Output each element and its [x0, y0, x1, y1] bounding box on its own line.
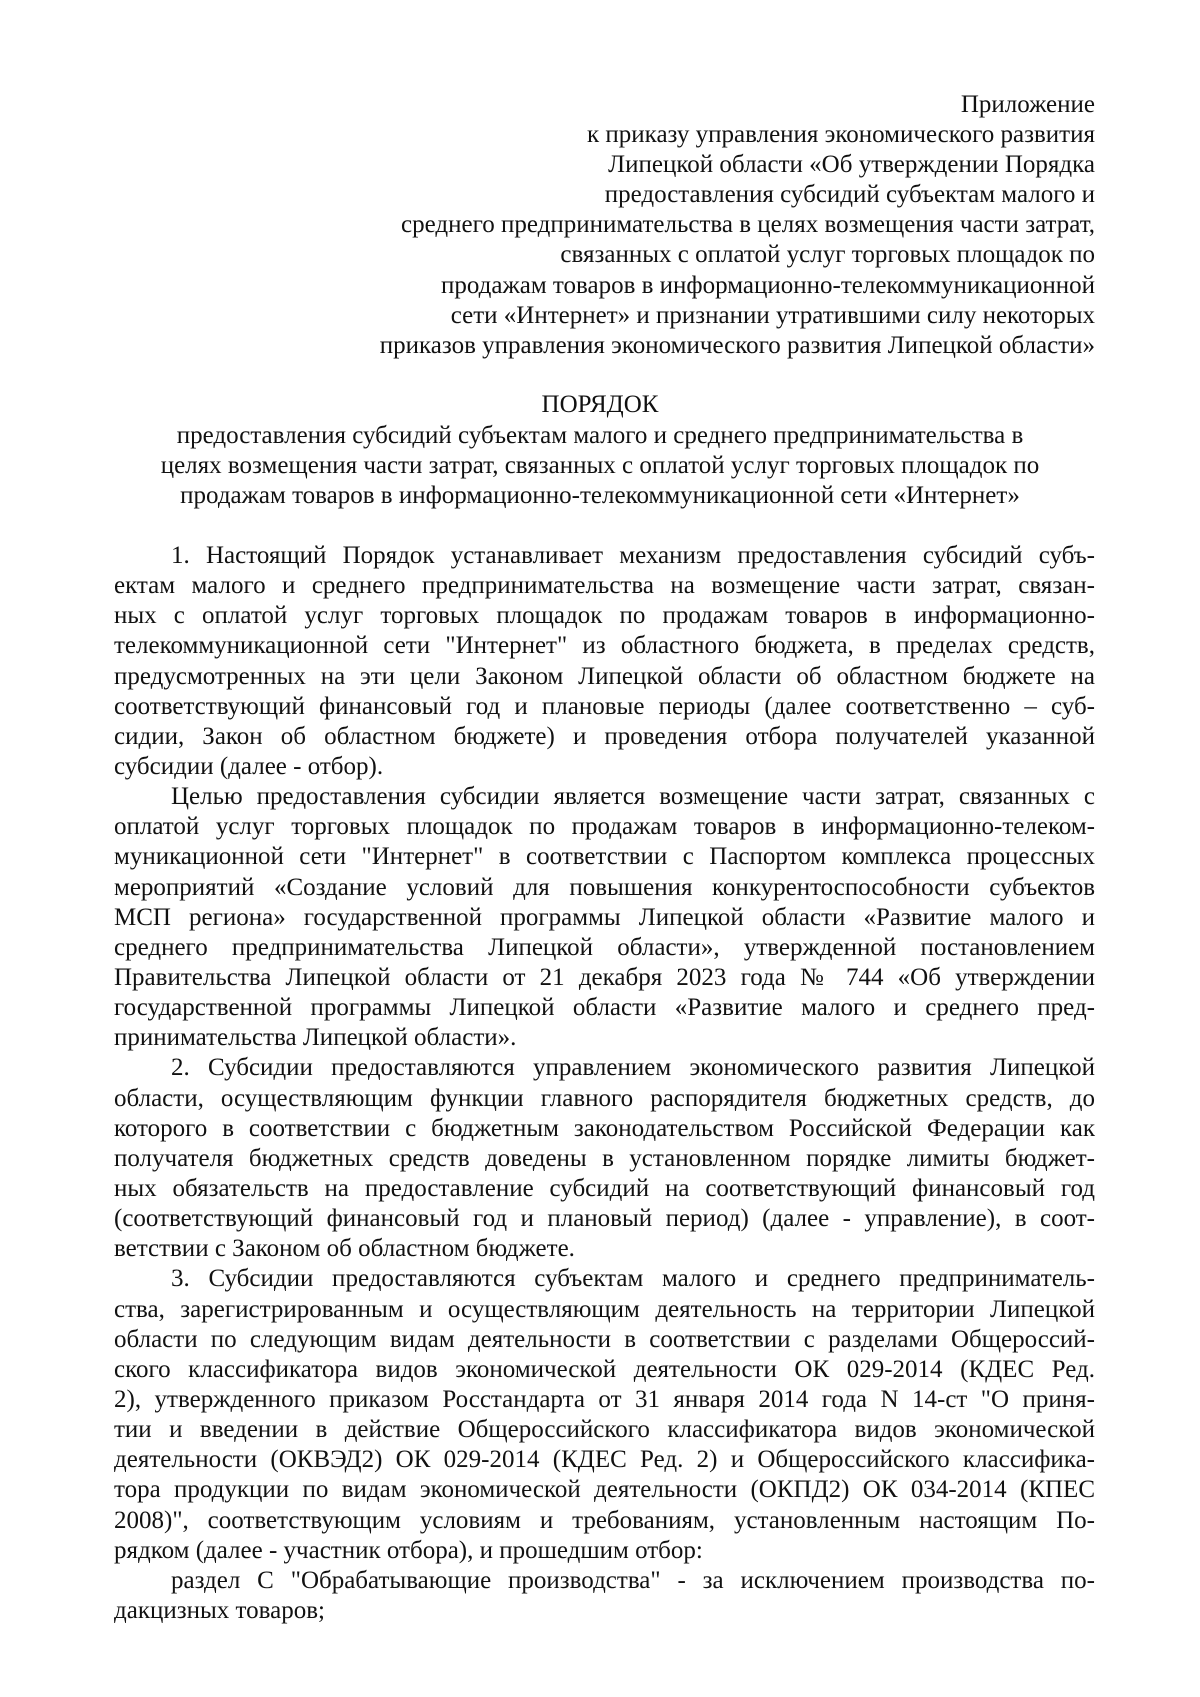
title-heading: ПОРЯДОК [541, 391, 659, 418]
appendix-line: сети «Интернет» и признании утратившими силу некоторых [450, 301, 1095, 329]
title-subline: продажам товаров в информационно-телекоммуникационной сети «Интернет» [180, 482, 1020, 509]
text-line: ского классификатора видов экономической деятельности ОК 029-2014 (КДЕС Ред. [114, 1355, 1095, 1383]
text-line: 2), утвержденного приказом Росстандарта от 31 января 2014 года N 14-ст "О приня- [114, 1385, 1095, 1413]
text-line: ных с оплатой услуг торговых площадок по продажам товаров в информационно- [114, 602, 1095, 630]
paragraph-3 [114, 1264, 1095, 1565]
text-line: принимательства Липецкой области». [114, 1024, 517, 1052]
text-line: ных обязательств на предоставление субсидий на соответствующий финансовый год [114, 1174, 1095, 1202]
text-line: ектам малого и среднего предпринимательства на возмещение части затрат, связан- [114, 572, 1095, 600]
text-line: Правительства Липецкой области от 21 декабря 2023 года № 744 «Об утверждении [114, 963, 1095, 991]
text-line: тора продукции по видам экономической деятельности (ОКПД2) ОК 034-2014 (КПЕС [114, 1476, 1095, 1504]
text-line: (соответствующий финансовый год и плановый период) (далее - управление), в соот- [114, 1205, 1095, 1233]
text-line: ветствии с Законом об областном бюджете. [114, 1235, 575, 1263]
text-line: получателя бюджетных средств доведены в установленном порядке лимиты бюджет- [114, 1144, 1095, 1172]
text-line: сидии, Закон об областном бюджете) и проведения отбора получателей указанной [114, 722, 1095, 750]
text-line: МСП региона» государственной программы Липецкой области «Развитие малого и [114, 903, 1095, 931]
appendix-line: к приказу управления экономического развития [587, 121, 1095, 149]
paragraph-section-c [114, 1566, 1095, 1626]
text-line: деятельности (ОКВЭД2) ОК 029-2014 (КДЕС Ред. 2) и Общероссийского классифика- [114, 1446, 1095, 1474]
text-line: 1. Настоящий Порядок устанавливает механизм предоставления субсидий субъ- [171, 542, 1095, 569]
appendix-line: приказов управления экономического развития Липецкой области» [379, 331, 1095, 359]
text-line: которого в соответствии с бюджетным законодательством Российской Федерации как [114, 1114, 1095, 1142]
text-line: муникационной сети "Интернет" в соответствии с Паспортом комплекса процессных [114, 843, 1095, 871]
title-subline: целях возмещения части затрат, связанных с оплатой услуг торговых площадок по [160, 452, 1040, 479]
text-line: 2008)", соответствующим условиям и требованиям, установленным настоящим По- [114, 1506, 1095, 1534]
text-line: телекоммуникационной сети "Интернет" из областного бюджета, в пределах средств, [114, 632, 1095, 660]
text-line: оплатой услуг торговых площадок по продажам товаров в информационно-телеком- [114, 813, 1095, 841]
text-line: области, осуществляющим функции главного распорядителя бюджетных средств, до [114, 1084, 1095, 1112]
appendix-line: Липецкой области «Об утверждении Порядка [608, 151, 1095, 179]
paragraph-1 [114, 541, 1095, 782]
text-line: Целью предоставления субсидии является возмещение части затрат, связанных с [171, 783, 1095, 811]
document-title [100, 390, 1100, 511]
appendix-line: среднего предпринимательства в целях возмещения части затрат, [401, 211, 1095, 239]
appendix-line: Приложение [960, 91, 1095, 118]
appendix-header [275, 90, 1095, 361]
text-line: ства, зарегистрированным и осуществляющим деятельность на территории Липецкой [114, 1295, 1095, 1323]
text-line: 2. Субсидии предоставляются управлением экономического развития Липецкой [171, 1054, 1095, 1082]
text-line: 3. Субсидии предоставляются субъектам малого и среднего предприниматель- [171, 1265, 1095, 1293]
title-subline: предоставления субсидий субъектам малого и среднего предпринимательства в [176, 422, 1024, 449]
text-line: рядком (далее - участник отбора), и прошедшим отбор: [114, 1536, 703, 1564]
appendix-line: предоставления субсидий субъектам малого и [604, 181, 1095, 209]
paragraph-2 [114, 1053, 1095, 1264]
text-line: мероприятий «Создание условий для повышения конкурентоспособности субъектов [114, 873, 1095, 901]
document-body [114, 541, 1095, 1626]
appendix-line: продажам товаров в информационно-телекоммуникационной [440, 271, 1095, 299]
text-line: субсидии (далее - отбор). [114, 752, 384, 780]
text-line: дакцизных товаров; [114, 1596, 325, 1624]
text-line: области по следующим видам деятельности в соответствии с разделами Общероссий- [114, 1325, 1095, 1353]
appendix-line: связанных с оплатой услуг торговых площадок по [560, 241, 1095, 269]
text-line: соответствующий финансовый год и плановые периоды (далее соответственно – суб- [114, 692, 1095, 720]
text-line: тии и введении в действие Общероссийского классификатора видов экономической [114, 1416, 1095, 1444]
text-line: раздел C "Обрабатывающие производства" - за исключением производства по- [171, 1566, 1095, 1594]
text-line: среднего предпринимательства Липецкой области», утвержденной постановлением [114, 933, 1095, 961]
text-line: государственной программы Липецкой области «Развитие малого и среднего пред- [114, 994, 1095, 1022]
paragraph-goal [114, 782, 1095, 1053]
text-line: предусмотренных на эти цели Законом Липецкой области об областном бюджете на [114, 662, 1095, 690]
